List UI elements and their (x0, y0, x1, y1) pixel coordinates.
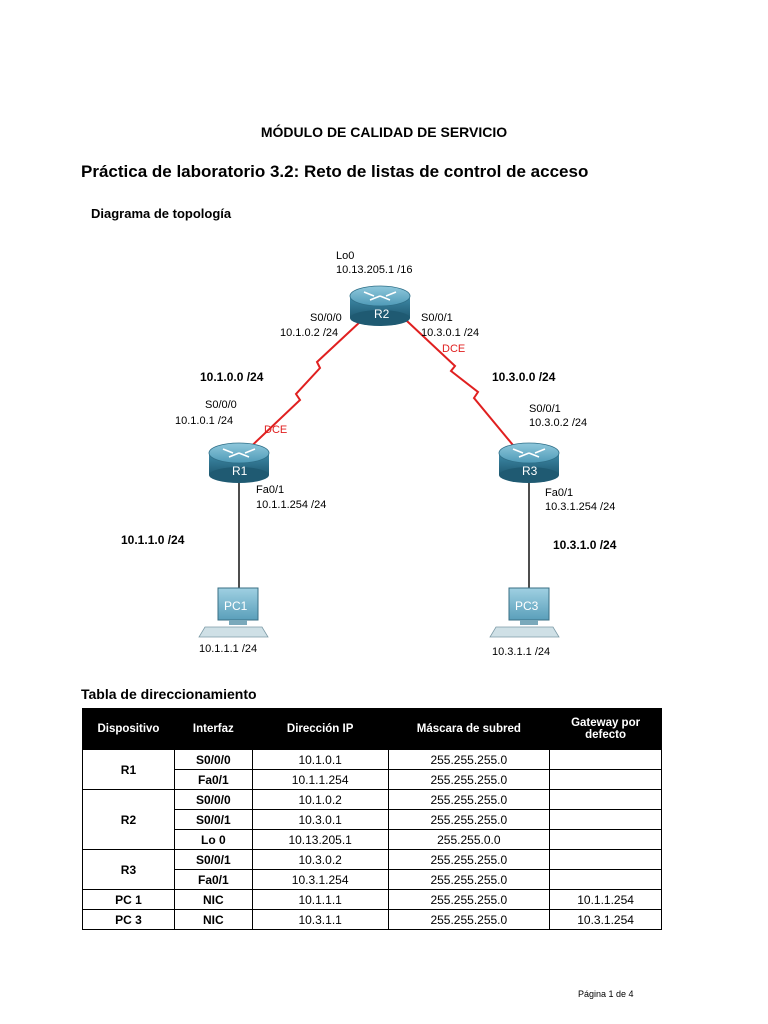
r2-loopback-name: Lo0 (336, 250, 355, 262)
r3-s001-name: S0/0/1 (529, 403, 561, 415)
diagram-title: Diagrama de topología (91, 206, 232, 221)
pc1-ip: 10.1.1.1 /24 (199, 643, 258, 655)
table-title: Tabla de direccionamiento (81, 686, 257, 702)
mask-cell: 255.255.255.0 (388, 870, 550, 890)
table-row (83, 890, 662, 910)
ip-cell: 10.1.0.2 (252, 790, 388, 810)
gateway-cell: 10.1.1.254 (550, 890, 662, 910)
r2-loopback-ip: 10.13.205.1 /16 (336, 264, 413, 276)
router-r3-label: R3 (522, 464, 538, 478)
addressing-table (82, 708, 662, 930)
gateway-cell: 10.3.1.254 (550, 910, 662, 930)
gateway-cell (550, 870, 662, 890)
gateway-cell (550, 750, 662, 770)
mask-cell: 255.255.255.0 (388, 790, 550, 810)
interface-cell: S0/0/0 (174, 790, 252, 810)
table-row (83, 750, 662, 770)
interface-cell: Fa0/1 (174, 770, 252, 790)
mask-cell: 255.255.255.0 (388, 810, 550, 830)
r2-s001-ip: 10.3.0.1 /24 (421, 327, 480, 339)
r2-s001-name: S0/0/1 (421, 312, 453, 324)
r1-fa-ip: 10.1.1.254 /24 (256, 499, 327, 511)
header-gateway: Gateway por defecto (550, 709, 662, 750)
network-right-wan: 10.3.0.0 /24 (492, 370, 556, 384)
table-row (83, 910, 662, 930)
module-title: MÓDULO DE CALIDAD DE SERVICIO (260, 124, 508, 140)
r2-s000-ip: 10.1.0.2 /24 (280, 327, 339, 339)
network-right-lan: 10.3.1.0 /24 (553, 538, 617, 552)
device-cell: R3 (83, 850, 175, 890)
ip-cell: 10.1.1.254 (252, 770, 388, 790)
ip-cell: 10.3.0.1 (252, 810, 388, 830)
r3-s001-ip: 10.3.0.2 /24 (529, 417, 588, 429)
pc3-ip: 10.3.1.1 /24 (492, 646, 551, 658)
gateway-cell (550, 770, 662, 790)
interface-cell: NIC (174, 910, 252, 930)
r3-fa-ip: 10.3.1.254 /24 (545, 501, 616, 513)
ip-cell: 10.1.0.1 (252, 750, 388, 770)
ip-cell: 10.3.1.1 (252, 910, 388, 930)
header-interfaz: Interfaz (174, 709, 252, 750)
ip-cell: 10.3.1.254 (252, 870, 388, 890)
r3-fa-name: Fa0/1 (545, 487, 574, 499)
interface-cell: NIC (174, 890, 252, 910)
interface-cell: S0/0/1 (174, 810, 252, 830)
device-cell: PC 3 (83, 910, 175, 930)
gateway-cell (550, 810, 662, 830)
dce-label-right: DCE (442, 343, 466, 355)
device-cell: R2 (83, 790, 175, 850)
header-mascara: Máscara de subred (388, 709, 550, 750)
topology-diagram (121, 240, 650, 660)
ip-cell: 10.1.1.1 (252, 890, 388, 910)
r1-s000-name: S0/0/0 (205, 399, 237, 411)
r1-s000-ip: 10.1.0.1 /24 (175, 415, 234, 427)
interface-cell: Lo 0 (174, 830, 252, 850)
r2-s000-name: S0/0/0 (310, 312, 342, 324)
mask-cell: 255.255.0.0 (388, 830, 550, 850)
mask-cell: 255.255.255.0 (388, 910, 550, 930)
gateway-cell (550, 830, 662, 850)
device-cell: R1 (83, 750, 175, 790)
network-left-lan: 10.1.1.0 /24 (121, 533, 185, 547)
device-cell: PC 1 (83, 890, 175, 910)
table-row (83, 790, 662, 810)
gateway-cell (550, 790, 662, 810)
header-dispositivo: Dispositivo (83, 709, 175, 750)
table-row (83, 850, 662, 870)
pc1-label: PC1 (224, 599, 248, 613)
network-left-wan: 10.1.0.0 /24 (200, 370, 264, 384)
mask-cell: 255.255.255.0 (388, 750, 550, 770)
mask-cell: 255.255.255.0 (388, 850, 550, 870)
gateway-cell (550, 850, 662, 870)
interface-cell: Fa0/1 (174, 870, 252, 890)
mask-cell: 255.255.255.0 (388, 770, 550, 790)
interface-cell: S0/0/1 (174, 850, 252, 870)
lab-title: Práctica de laboratorio 3.2: Reto de listas de control de acceso (81, 162, 589, 181)
page-footer: Página 1 de 4 (578, 989, 634, 999)
r1-fa-name: Fa0/1 (256, 484, 285, 496)
router-r1-label: R1 (232, 464, 248, 478)
header-direccion-ip: Dirección IP (252, 709, 388, 750)
pc3-label: PC3 (515, 599, 539, 613)
ip-cell: 10.3.0.2 (252, 850, 388, 870)
router-r2-label: R2 (374, 307, 390, 321)
dce-label-left: DCE (264, 424, 288, 436)
interface-cell: S0/0/0 (174, 750, 252, 770)
table-header-row (83, 709, 662, 750)
ip-cell: 10.13.205.1 (252, 830, 388, 850)
mask-cell: 255.255.255.0 (388, 890, 550, 910)
